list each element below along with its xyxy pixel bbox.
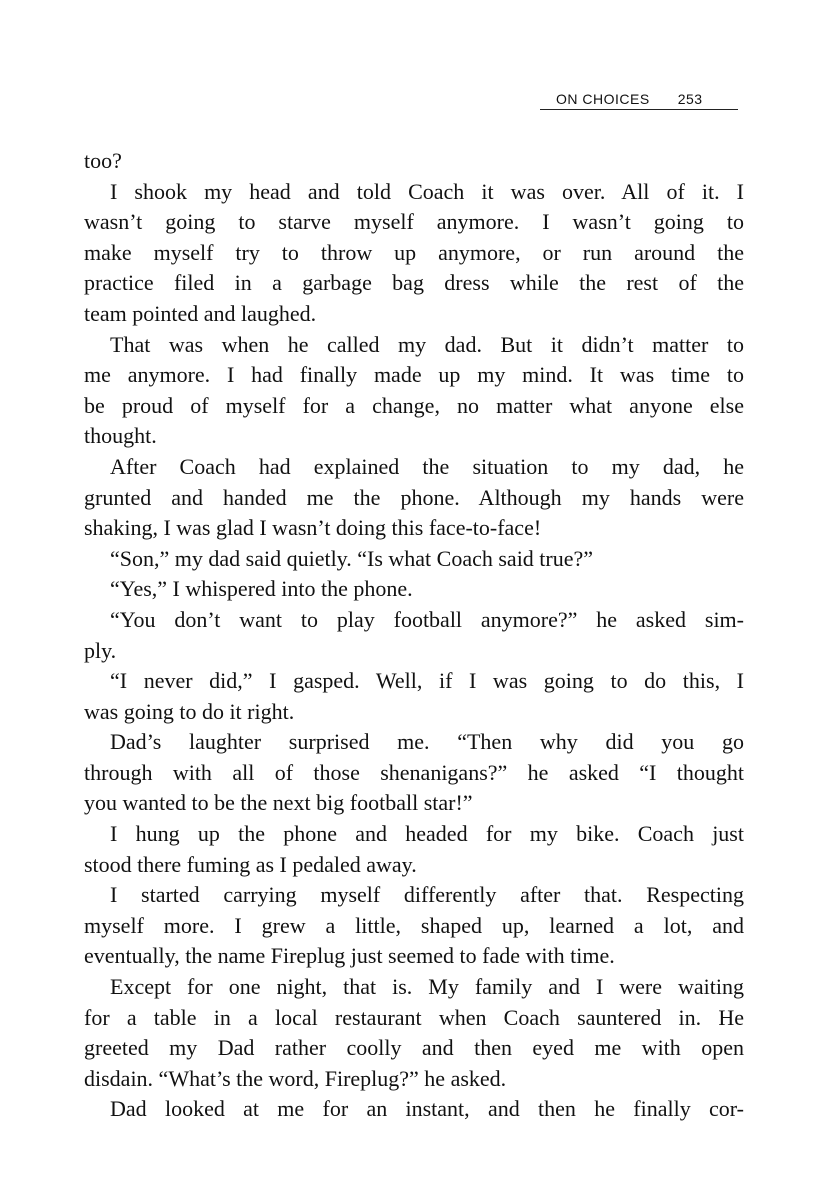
text-line: “You don’t want to play football anymore?” he asked sim- — [110, 606, 744, 632]
text-line: team pointed and laughed. — [84, 300, 317, 326]
text-line: wasn’t going to starve myself anymore. I wasn’t going to — [84, 209, 744, 235]
text-line: practice filed in a garbage bag dress while the rest of the — [84, 270, 744, 296]
text-line: shaking, I was glad I wasn’t doing this face-to-face! — [84, 515, 542, 541]
running-title: ON CHOICES — [556, 91, 650, 107]
text-line: for a table in a local restaurant when Coach sauntered in. He — [84, 1004, 744, 1030]
text-line: be proud of myself for a change, no matter what anyone else — [84, 392, 744, 418]
text-line: eventually, the name Fireplug just seemed to fade with time. — [84, 943, 615, 969]
page-number: 253 — [677, 91, 703, 107]
text-line: make myself try to throw up anymore, or run around the — [84, 239, 744, 265]
text-line: myself more. I grew a little, shaped up, learned a lot, and — [84, 912, 744, 938]
text-line: through with all of those shenanigans?” he asked “I thought — [84, 759, 744, 785]
body-text — [84, 146, 744, 1125]
text-line: “Yes,” I whispered into the phone. — [110, 576, 413, 602]
text-line: you wanted to be the next big football star!” — [84, 790, 473, 816]
text-line: Dad looked at me for an instant, and then he finally cor- — [110, 1096, 744, 1122]
text-line: “Son,” my dad said quietly. “Is what Coach said true?” — [110, 545, 594, 571]
text-line: too? — [84, 148, 122, 173]
text-line: After Coach had explained the situation to my dad, he — [110, 453, 744, 479]
text-line: me anymore. I had finally made up my mind. It was time to — [84, 362, 744, 388]
text-line: “I never did,” I gasped. Well, if I was going to do this, I — [110, 668, 744, 694]
text-line: I hung up the phone and headed for my bike. Coach just — [110, 821, 744, 847]
text-line: thought. — [84, 423, 157, 449]
text-line: That was when he called my dad. But it didn’t matter to — [110, 331, 744, 357]
text-line: ply. — [84, 637, 117, 663]
text-line: greeted my Dad rather coolly and then eyed me with open — [84, 1035, 744, 1061]
text-line: was going to do it right. — [84, 698, 295, 724]
text-line: I shook my head and told Coach it was over. All of it. I — [110, 178, 744, 204]
text-line: Except for one night, that is. My family and I were waiting — [110, 974, 744, 1000]
text-line: stood there fuming as I pedaled away. — [84, 851, 417, 877]
text-line: Dad’s laughter surprised me. “Then why did you go — [110, 729, 744, 755]
text-line: grunted and handed me the phone. Although my hands were — [84, 484, 744, 510]
text-line: disdain. “What’s the word, Fireplug?” he asked. — [84, 1065, 507, 1091]
text-line: I started carrying myself differently after that. Respecting — [110, 882, 744, 908]
running-header — [540, 90, 738, 110]
